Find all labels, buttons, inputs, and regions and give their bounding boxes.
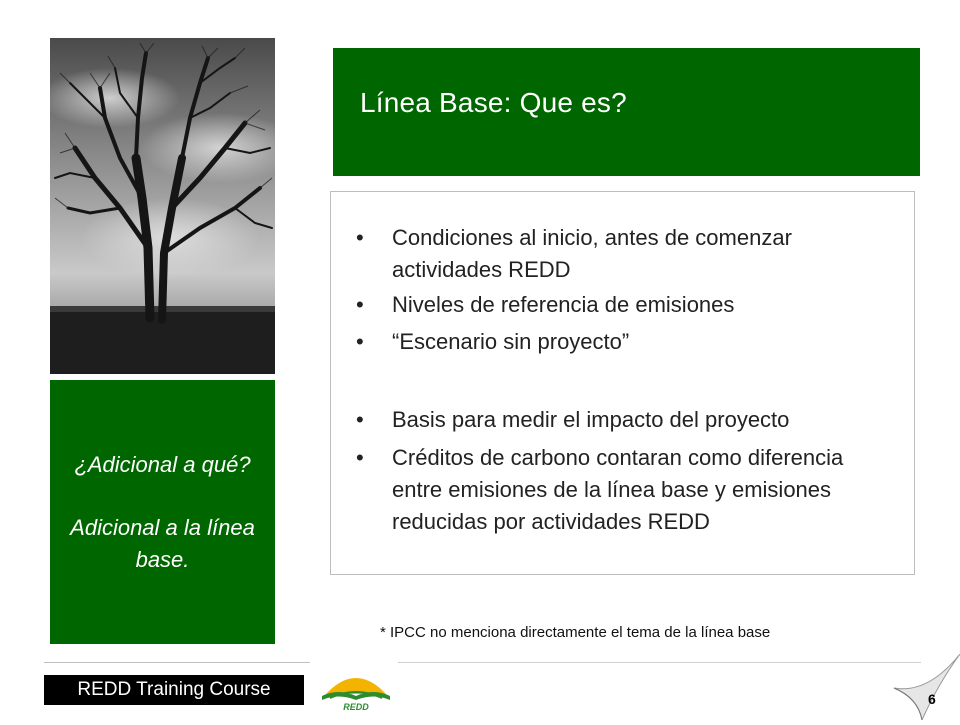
side-callout-box [50,380,275,644]
bullet-item [356,289,876,321]
bullet-text: Condiciones al inicio, antes de comenzar actividades REDD [392,225,792,282]
content-box [330,191,915,575]
bullet-item [356,404,876,436]
redd-logo-graphic [320,664,392,712]
side-question: ¿Adicional a qué? [74,452,251,477]
bullet-item [356,326,876,358]
bullet-text: “Escenario sin proyecto” [392,329,630,354]
footer-divider-right [398,662,921,663]
page-curl-graphic [888,654,960,720]
tree-photo-graphic [50,38,275,374]
bullet-item [356,442,876,538]
redd-logo-icon [320,664,392,712]
page-curl-icon [888,654,960,720]
slide-title: Línea Base: Que es? [360,87,627,118]
title-banner [333,48,920,176]
footer-divider-left [44,662,310,663]
redd-logo-text: REDD [343,702,369,712]
footnote: * IPCC no menciona directamente el tema de la línea base [380,624,771,641]
page-number: 6 [928,691,936,707]
bullet-text: Basis para medir el impacto del proyecto [392,407,790,432]
course-label: REDD Training Course [44,675,304,705]
bullet-marker: • [356,225,364,250]
bullet-item [356,222,876,286]
bullet-text: Niveles de referencia de emisiones [392,292,735,317]
bullet-text: Créditos de carbono contaran como diferencia entre emisiones de la línea base y emisiones reducidas por actividades REDD [392,445,844,534]
bullet-marker: • [356,407,364,432]
bullet-marker: • [356,292,364,317]
side-answer: Adicional a la línea base. [70,515,255,572]
bullet-marker: • [356,329,364,354]
tree-photo [50,38,275,374]
bullet-marker: • [356,445,364,470]
